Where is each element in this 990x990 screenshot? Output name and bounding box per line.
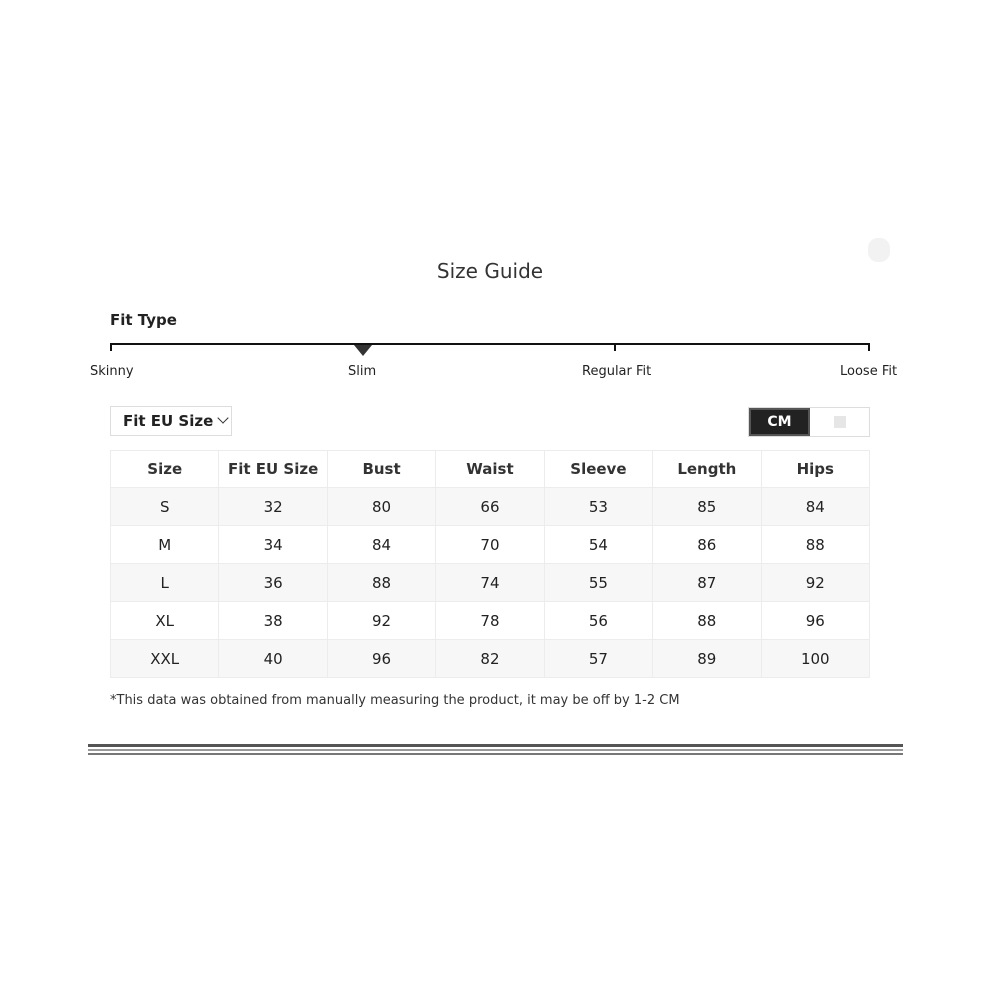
table-cell: 92 [327, 602, 435, 640]
table-cell: 100 [761, 640, 869, 678]
page-title: Size Guide [436, 259, 544, 283]
size-table [110, 450, 870, 678]
table-cell: M [111, 526, 219, 564]
divider-line [88, 753, 903, 755]
fit-option-slim[interactable]: Slim [348, 364, 377, 379]
divider-line [88, 744, 903, 747]
unit-cm-button[interactable]: CM [749, 408, 810, 436]
table-cell: XL [111, 602, 219, 640]
table-cell: 88 [653, 602, 761, 640]
table-cell: 74 [436, 564, 544, 602]
unit-inch-placeholder [834, 416, 846, 428]
header-waist: Waist [436, 451, 544, 488]
table-cell: 84 [327, 526, 435, 564]
table-cell: 34 [219, 526, 327, 564]
header-fit-eu-size: Fit EU Size [219, 451, 327, 488]
table-cell: 53 [544, 488, 652, 526]
size-system-select-value: Fit EU Size [123, 412, 214, 430]
table-cell: 86 [653, 526, 761, 564]
table-cell: 56 [544, 602, 652, 640]
fit-type-label: Fit Type [110, 311, 177, 329]
table-cell: 70 [436, 526, 544, 564]
table-cell: 96 [761, 602, 869, 640]
divider-line [88, 749, 903, 751]
table-row [111, 488, 870, 526]
header-size: Size [111, 451, 219, 488]
fit-tick-regular [614, 343, 616, 351]
table-cell: 96 [327, 640, 435, 678]
table-row [111, 526, 870, 564]
table-cell: S [111, 488, 219, 526]
table-cell: 38 [219, 602, 327, 640]
table-cell: 82 [436, 640, 544, 678]
header-bust: Bust [327, 451, 435, 488]
table-row [111, 602, 870, 640]
fit-option-loose[interactable]: Loose Fit [840, 364, 898, 379]
fit-tick-loose [868, 343, 870, 351]
table-cell: 55 [544, 564, 652, 602]
size-system-select[interactable] [110, 406, 232, 436]
table-row [111, 640, 870, 678]
header-hips: Hips [761, 451, 869, 488]
fit-option-skinny[interactable]: Skinny [90, 364, 134, 379]
table-cell: 88 [761, 526, 869, 564]
header-sleeve: Sleeve [544, 451, 652, 488]
fit-selected-marker-icon [354, 345, 372, 356]
table-cell: 40 [219, 640, 327, 678]
table-cell: 80 [327, 488, 435, 526]
table-cell: 92 [761, 564, 869, 602]
table-cell: 66 [436, 488, 544, 526]
table-cell: 89 [653, 640, 761, 678]
table-cell: 57 [544, 640, 652, 678]
table-cell: 32 [219, 488, 327, 526]
table-cell: 85 [653, 488, 761, 526]
table-cell: 87 [653, 564, 761, 602]
fit-tick-skinny [110, 343, 112, 351]
header-length: Length [653, 451, 761, 488]
fit-option-regular[interactable]: Regular Fit [582, 364, 652, 379]
measurement-note: *This data was obtained from manually measuring the product, it may be off by 1-2 CM [110, 693, 680, 708]
unit-toggle[interactable] [748, 407, 870, 437]
table-cell: 54 [544, 526, 652, 564]
table-cell: XXL [111, 640, 219, 678]
table-cell: 36 [219, 564, 327, 602]
table-cell: 88 [327, 564, 435, 602]
chevron-down-icon [218, 412, 229, 423]
table-cell: 78 [436, 602, 544, 640]
table-cell: L [111, 564, 219, 602]
fit-scale-line [110, 343, 870, 345]
table-row [111, 564, 870, 602]
table-cell: 84 [761, 488, 869, 526]
table-header-row [111, 451, 870, 488]
unit-inch-button[interactable] [810, 408, 869, 436]
